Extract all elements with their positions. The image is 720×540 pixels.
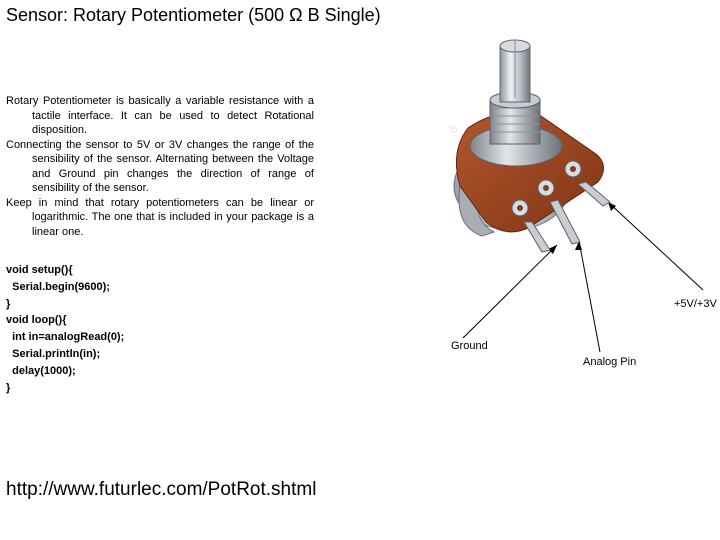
description-paragraph: Rotary Potentiometer is basically a variable resistance with a tactile interface. It can be used to detect Rotational disposition.: [6, 95, 314, 136]
vcc-pin-label: +5V/+3V: [674, 298, 717, 310]
code-line: }: [6, 297, 11, 310]
analog-pointer-line: [579, 241, 600, 352]
code-sample: [6, 262, 306, 396]
ground-pointer-line: [463, 245, 557, 338]
pin-vcc: [578, 182, 610, 206]
source-url: http://www.futurlec.com/PotRot.shtml: [6, 479, 317, 500]
description: [6, 94, 314, 239]
description-paragraph: Connecting the sensor to 5V or 3V changes the range of the sensibility of the sensor. Alternating between the Voltage and Ground pin changes the direction of range of sensibility of the sensor.: [6, 138, 314, 194]
description-paragraph: Keep in mind that rotary potentiometers can be linear or logarithmic. The one that is included in your package is a linear one.: [6, 196, 314, 238]
ground-pin-label: Ground: [451, 340, 488, 352]
pin-analog: [550, 200, 580, 244]
potentiometer-diagram: [420, 36, 720, 376]
code-line: delay(1000);: [6, 364, 76, 377]
pin-ground: [524, 222, 550, 252]
code-line: int in=analogRead(0);: [6, 331, 125, 344]
code-line: Serial.begin(9600);: [6, 280, 110, 293]
body-marking: B: [447, 122, 460, 137]
vcc-pointer-line: [608, 202, 703, 290]
code-line: }: [6, 381, 11, 394]
code-line: Serial.println(in);: [6, 347, 101, 360]
analog-pin-label: Analog Pin: [583, 356, 637, 368]
page-title: Sensor: Rotary Potentiometer (500 Ω B Single): [6, 5, 381, 25]
vcc-arrowhead: [608, 202, 616, 211]
code-line: void loop(){: [6, 314, 67, 327]
code-line: void setup(){: [6, 264, 73, 276]
